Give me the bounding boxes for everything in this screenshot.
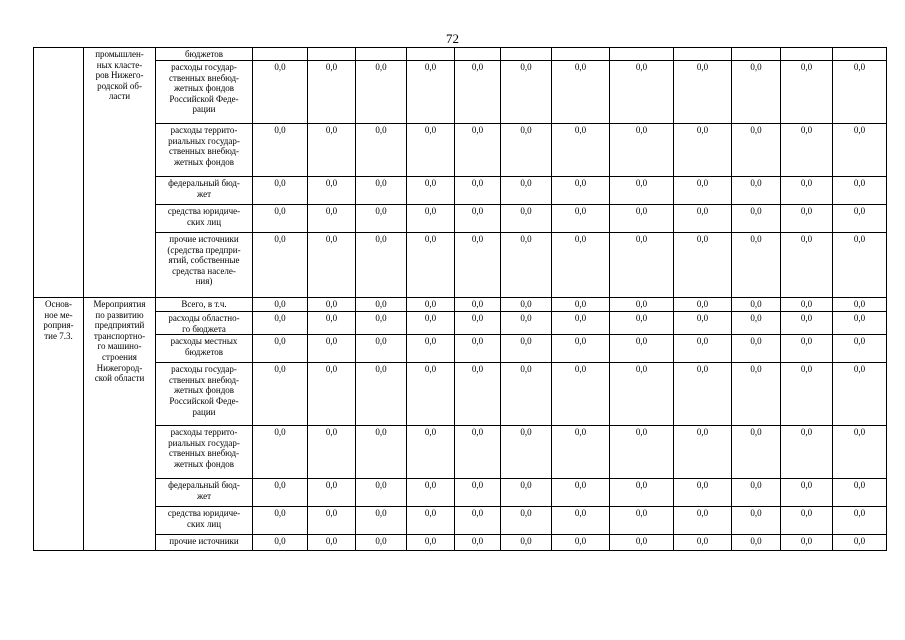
value-cell: 0,0 <box>253 298 308 312</box>
value-cell: 0,0 <box>308 335 356 363</box>
value-cell: 0,0 <box>407 535 455 551</box>
value-cell: 0,0 <box>552 298 610 312</box>
value-cell: 0,0 <box>501 335 552 363</box>
value-cell <box>501 48 552 61</box>
value-cell: 0,0 <box>501 363 552 426</box>
value-cell: 0,0 <box>610 507 674 535</box>
value-cell: 0,0 <box>833 335 887 363</box>
funding-source-cell <box>156 205 253 233</box>
value-cell: 0,0 <box>674 61 732 124</box>
value-cell: 0,0 <box>253 205 308 233</box>
value-cell: 0,0 <box>407 426 455 479</box>
table-row <box>34 535 887 551</box>
value-cell: 0,0 <box>407 177 455 205</box>
text-line: рации <box>192 104 216 115</box>
event-name-cell <box>84 48 156 298</box>
value-cell: 0,0 <box>833 298 887 312</box>
value-cell: 0,0 <box>552 426 610 479</box>
value-cell: 0,0 <box>732 124 781 177</box>
value-cell: 0,0 <box>674 124 732 177</box>
value-cell: 0,0 <box>356 312 407 335</box>
text-line: ственных внебюд- <box>168 72 240 83</box>
text-line: расходы местных <box>170 336 238 347</box>
value-cell: 0,0 <box>610 233 674 298</box>
value-cell <box>407 48 455 61</box>
value-cell: 0,0 <box>356 335 407 363</box>
value-cell: 0,0 <box>732 177 781 205</box>
funding-source-cell <box>156 426 253 479</box>
value-cell <box>455 48 501 61</box>
funding-source-cell <box>156 298 253 312</box>
value-cell: 0,0 <box>455 61 501 124</box>
text-line: родской об- <box>97 80 142 91</box>
text-line: промышлен- <box>95 49 144 59</box>
value-cell: 0,0 <box>674 298 732 312</box>
table-row <box>34 48 887 61</box>
table-row <box>34 507 887 535</box>
value-cell: 0,0 <box>253 363 308 426</box>
funding-source-cell <box>156 312 253 335</box>
funding-source-cell <box>156 48 253 61</box>
value-cell: 0,0 <box>356 298 407 312</box>
text-line: Всего, в т.ч. <box>181 299 227 309</box>
text-line: го машино- <box>97 341 142 352</box>
value-cell: 0,0 <box>308 507 356 535</box>
value-cell: 0,0 <box>455 507 501 535</box>
value-cell: 0,0 <box>455 124 501 177</box>
value-cell: 0,0 <box>308 426 356 479</box>
value-cell: 0,0 <box>552 177 610 205</box>
value-cell: 0,0 <box>455 233 501 298</box>
text-line: прочие источники <box>169 234 239 244</box>
funding-source-cell <box>156 363 253 426</box>
table-row <box>34 363 887 426</box>
value-cell: 0,0 <box>674 177 732 205</box>
text-line: рации <box>192 406 216 417</box>
text-line: расходы областно- <box>168 313 240 323</box>
value-cell: 0,0 <box>610 205 674 233</box>
value-cell: 0,0 <box>674 335 732 363</box>
funding-source-cell <box>156 177 253 205</box>
text-line: риальных государ- <box>168 135 240 146</box>
value-cell: 0,0 <box>732 363 781 426</box>
value-cell: 0,0 <box>610 535 674 551</box>
value-cell: 0,0 <box>552 479 610 507</box>
text-line: Мероприятия <box>93 299 146 309</box>
value-cell: 0,0 <box>781 535 833 551</box>
value-cell: 0,0 <box>308 177 356 205</box>
text-line: ской области <box>94 373 145 384</box>
event-cell <box>34 298 84 551</box>
value-cell: 0,0 <box>308 61 356 124</box>
value-cell: 0,0 <box>501 233 552 298</box>
table-row <box>34 479 887 507</box>
value-cell <box>308 48 356 61</box>
text-line: ственных внебюд- <box>168 146 240 157</box>
value-cell: 0,0 <box>308 363 356 426</box>
value-cell: 0,0 <box>674 535 732 551</box>
value-cell: 0,0 <box>674 507 732 535</box>
value-cell: 0,0 <box>781 363 833 426</box>
value-cell: 0,0 <box>455 426 501 479</box>
value-cell: 0,0 <box>833 479 887 507</box>
text-line: (средства предпри- <box>167 244 241 255</box>
table-row <box>34 205 887 233</box>
value-cell: 0,0 <box>308 124 356 177</box>
value-cell: 0,0 <box>781 177 833 205</box>
value-cell: 0,0 <box>781 298 833 312</box>
event-cell <box>34 48 84 298</box>
text-line: Основ- <box>44 299 73 309</box>
table-row <box>34 61 887 124</box>
value-cell: 0,0 <box>308 205 356 233</box>
value-cell: 0,0 <box>552 335 610 363</box>
text-line: федеральный бюд- <box>168 480 240 491</box>
value-cell: 0,0 <box>674 233 732 298</box>
value-cell: 0,0 <box>610 124 674 177</box>
value-cell: 0,0 <box>455 535 501 551</box>
funding-source-cell <box>156 61 253 124</box>
value-cell <box>781 48 833 61</box>
text-line: по развитию <box>95 309 144 320</box>
value-cell: 0,0 <box>552 61 610 124</box>
value-cell: 0,0 <box>253 335 308 363</box>
text-line: средства населе- <box>172 265 236 276</box>
value-cell: 0,0 <box>610 298 674 312</box>
value-cell: 0,0 <box>732 61 781 124</box>
value-cell: 0,0 <box>356 61 407 124</box>
table-row <box>34 335 887 363</box>
value-cell: 0,0 <box>781 61 833 124</box>
value-cell: 0,0 <box>308 298 356 312</box>
value-cell: 0,0 <box>781 335 833 363</box>
value-cell: 0,0 <box>455 298 501 312</box>
value-cell: 0,0 <box>781 479 833 507</box>
value-cell: 0,0 <box>356 205 407 233</box>
text-line: роприя- <box>43 320 74 331</box>
value-cell: 0,0 <box>781 124 833 177</box>
budget-table <box>33 47 887 551</box>
text-line: жетных фондов <box>173 156 235 167</box>
value-cell: 0,0 <box>407 312 455 335</box>
table-row <box>34 124 887 177</box>
value-cell: 0,0 <box>501 61 552 124</box>
value-cell: 0,0 <box>253 479 308 507</box>
value-cell: 0,0 <box>833 124 887 177</box>
value-cell: 0,0 <box>781 205 833 233</box>
text-line: го бюджета <box>182 323 226 334</box>
table-row <box>34 233 887 298</box>
text-line: расходы государ- <box>171 364 237 375</box>
event-name-cell <box>84 298 156 551</box>
value-cell: 0,0 <box>552 312 610 335</box>
value-cell: 0,0 <box>356 124 407 177</box>
text-line: бюджетов <box>184 49 224 59</box>
value-cell: 0,0 <box>407 479 455 507</box>
text-line: жетных фондов <box>173 458 235 469</box>
value-cell: 0,0 <box>308 312 356 335</box>
value-cell: 0,0 <box>674 479 732 507</box>
value-cell: 0,0 <box>552 535 610 551</box>
value-cell: 0,0 <box>407 298 455 312</box>
text-line: жетных фондов <box>173 83 235 94</box>
value-cell: 0,0 <box>253 535 308 551</box>
value-cell: 0,0 <box>501 507 552 535</box>
value-cell: 0,0 <box>501 124 552 177</box>
value-cell <box>253 48 308 61</box>
value-cell: 0,0 <box>833 61 887 124</box>
value-cell: 0,0 <box>455 177 501 205</box>
table-row <box>34 426 887 479</box>
value-cell: 0,0 <box>455 363 501 426</box>
value-cell: 0,0 <box>356 233 407 298</box>
value-cell: 0,0 <box>610 335 674 363</box>
text-line: риальных государ- <box>168 437 240 448</box>
text-line: транспортно- <box>93 330 146 341</box>
value-cell <box>833 48 887 61</box>
value-cell: 0,0 <box>552 363 610 426</box>
value-cell: 0,0 <box>308 233 356 298</box>
value-cell: 0,0 <box>732 479 781 507</box>
text-line: федеральный бюд- <box>168 178 240 188</box>
value-cell <box>674 48 732 61</box>
value-cell: 0,0 <box>732 507 781 535</box>
text-line: бюджетов <box>184 346 224 357</box>
value-cell: 0,0 <box>610 61 674 124</box>
value-cell: 0,0 <box>501 479 552 507</box>
text-line: расходы государ- <box>171 62 237 72</box>
value-cell: 0,0 <box>501 426 552 479</box>
value-cell: 0,0 <box>552 205 610 233</box>
value-cell: 0,0 <box>732 205 781 233</box>
text-line: ских лиц <box>186 216 222 227</box>
value-cell: 0,0 <box>253 61 308 124</box>
value-cell: 0,0 <box>455 335 501 363</box>
value-cell: 0,0 <box>356 479 407 507</box>
funding-source-cell <box>156 233 253 298</box>
value-cell: 0,0 <box>674 312 732 335</box>
value-cell: 0,0 <box>407 61 455 124</box>
value-cell: 0,0 <box>253 233 308 298</box>
value-cell: 0,0 <box>674 426 732 479</box>
text-line: Нижегород- <box>96 362 143 373</box>
value-cell: 0,0 <box>253 124 308 177</box>
value-cell: 0,0 <box>455 312 501 335</box>
value-cell: 0,0 <box>781 507 833 535</box>
value-cell: 0,0 <box>732 535 781 551</box>
value-cell: 0,0 <box>407 335 455 363</box>
value-cell: 0,0 <box>501 312 552 335</box>
value-cell: 0,0 <box>501 298 552 312</box>
text-line: ственных внебюд- <box>168 374 240 385</box>
value-cell: 0,0 <box>674 205 732 233</box>
value-cell: 0,0 <box>552 124 610 177</box>
table-row <box>34 177 887 205</box>
value-cell: 0,0 <box>610 426 674 479</box>
value-cell: 0,0 <box>732 335 781 363</box>
value-cell: 0,0 <box>833 233 887 298</box>
value-cell <box>552 48 610 61</box>
text-line: тие 7.3. <box>44 330 73 341</box>
value-cell: 0,0 <box>833 535 887 551</box>
value-cell <box>732 48 781 61</box>
value-cell: 0,0 <box>781 426 833 479</box>
value-cell: 0,0 <box>732 298 781 312</box>
text-line: ров Нижего- <box>95 70 144 81</box>
value-cell: 0,0 <box>501 205 552 233</box>
value-cell: 0,0 <box>833 177 887 205</box>
value-cell: 0,0 <box>356 535 407 551</box>
value-cell: 0,0 <box>610 177 674 205</box>
text-line: средства юридиче- <box>167 206 241 216</box>
value-cell: 0,0 <box>610 479 674 507</box>
text-line: жет <box>196 490 212 501</box>
text-line: ственных внебюд- <box>168 448 240 459</box>
text-line: средства юридиче- <box>167 508 241 519</box>
text-line: жетных фондов <box>173 385 235 396</box>
text-line: прочие источники <box>169 536 239 547</box>
table-row <box>34 312 887 335</box>
value-cell: 0,0 <box>732 233 781 298</box>
funding-source-cell <box>156 507 253 535</box>
value-cell: 0,0 <box>253 426 308 479</box>
value-cell: 0,0 <box>253 177 308 205</box>
text-line: ятий, собственные <box>168 255 240 266</box>
value-cell: 0,0 <box>407 363 455 426</box>
value-cell: 0,0 <box>732 312 781 335</box>
value-cell: 0,0 <box>308 479 356 507</box>
text-line: ное ме- <box>44 309 73 320</box>
value-cell: 0,0 <box>833 426 887 479</box>
text-line: Российской Феде- <box>169 93 239 104</box>
value-cell: 0,0 <box>407 507 455 535</box>
value-cell: 0,0 <box>501 177 552 205</box>
funding-source-cell <box>156 479 253 507</box>
text-line: расходы террито- <box>170 427 238 438</box>
text-line: ных класте- <box>96 59 143 70</box>
value-cell: 0,0 <box>501 535 552 551</box>
value-cell: 0,0 <box>674 363 732 426</box>
text-line: расходы террито- <box>170 125 238 135</box>
value-cell <box>610 48 674 61</box>
text-line: Российской Феде- <box>169 395 239 406</box>
value-cell: 0,0 <box>552 233 610 298</box>
text-line: ских лиц <box>186 518 222 529</box>
value-cell <box>356 48 407 61</box>
value-cell: 0,0 <box>407 233 455 298</box>
value-cell: 0,0 <box>455 205 501 233</box>
value-cell: 0,0 <box>781 233 833 298</box>
value-cell: 0,0 <box>308 535 356 551</box>
value-cell: 0,0 <box>552 507 610 535</box>
text-line: ния) <box>195 276 213 287</box>
funding-source-cell <box>156 124 253 177</box>
text-line: ласти <box>108 91 131 102</box>
value-cell: 0,0 <box>781 312 833 335</box>
value-cell: 0,0 <box>253 507 308 535</box>
value-cell: 0,0 <box>253 312 308 335</box>
value-cell: 0,0 <box>833 312 887 335</box>
value-cell: 0,0 <box>356 507 407 535</box>
value-cell: 0,0 <box>610 312 674 335</box>
value-cell: 0,0 <box>356 426 407 479</box>
value-cell: 0,0 <box>833 205 887 233</box>
value-cell: 0,0 <box>833 507 887 535</box>
value-cell: 0,0 <box>407 124 455 177</box>
text-line: жет <box>196 188 212 199</box>
value-cell: 0,0 <box>610 363 674 426</box>
value-cell: 0,0 <box>833 363 887 426</box>
table-row <box>34 298 887 312</box>
value-cell: 0,0 <box>356 363 407 426</box>
value-cell: 0,0 <box>407 205 455 233</box>
text-line: предприятий <box>94 320 145 331</box>
funding-source-cell <box>156 335 253 363</box>
page-number: 72 <box>446 31 459 46</box>
value-cell: 0,0 <box>732 426 781 479</box>
value-cell: 0,0 <box>455 479 501 507</box>
text-line: строения <box>102 351 137 362</box>
funding-source-cell <box>156 535 253 551</box>
value-cell: 0,0 <box>356 177 407 205</box>
